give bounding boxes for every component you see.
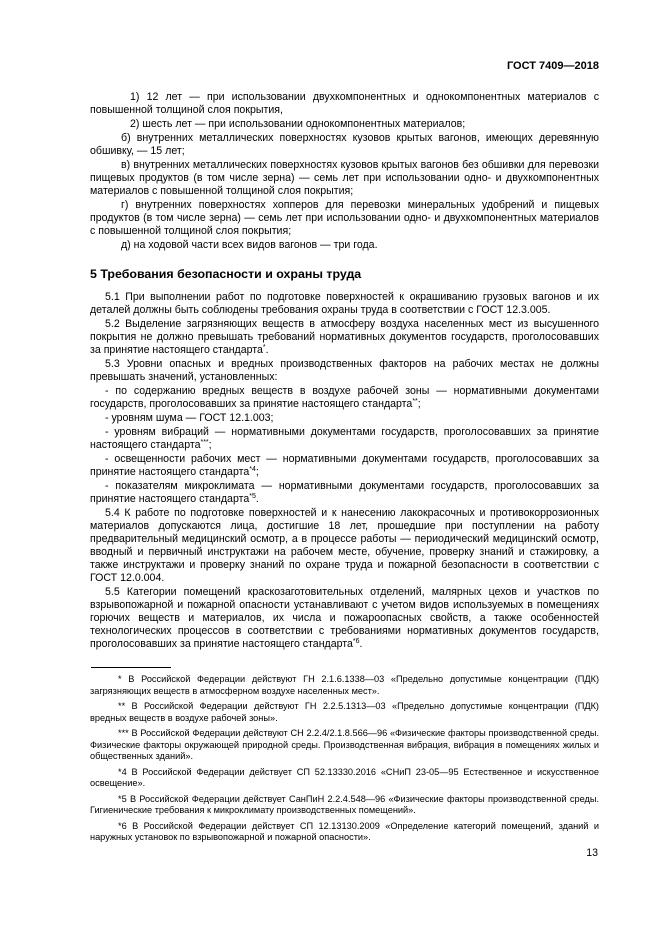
bullet-end: . [255, 493, 259, 505]
footnote-mark: *5 [118, 793, 127, 804]
footnote [90, 728, 599, 763]
section-heading: 5 Требования безопасности и охраны труда [90, 267, 362, 281]
page-number: 13 [586, 847, 598, 859]
bullet-end: ; [255, 466, 259, 478]
paragraph-5-3: 5.3 Уровни опасных и вредных производственных факторов на рабочих местах не должны превышать значений, установленных: [90, 358, 599, 383]
bullet-text: - показателям микроклимата — нормативными документами государств, проголосовавших за принятие настоящего стандарта [90, 480, 599, 505]
list-item-1: 1) 12 лет — при использовании двухкомпонентных и однокомпонентных материалов с повышенной толщиной слоя покрытия, [90, 91, 599, 116]
list-item-g: г) внутренних поверхностях хопперов для перевозки минеральных удобрений и пищевых продуктов (в том числе зерна) — семь лет при использовании одно- и двухкомпонентных материалов с повышенной толщиной слоя покрытия; [90, 199, 599, 237]
bullet-item [90, 453, 599, 479]
list-item-v: в) внутренних металлических поверхностях кузовов крытых вагонов без обшивки для перевозки пищевых продуктов (в том числе зерна) — семь лет при использовании одно- и двухкомпонентных материалов с повышенной толщиной слоя покрытия; [90, 159, 599, 197]
bullet-text: - уровням вибраций — нормативными документами государств, проголосовавших за принятие настоящего стандарта [90, 426, 599, 451]
footnote-mark: *** [200, 439, 209, 446]
footnote-mark: *5 [249, 493, 256, 500]
footnote-text: В Российской Федерации действуют ГН 2.2.5.1313—03 «Предельно допустимые концентрации (ПДК) вредных веществ в воздухе рабочей зоны». [90, 701, 599, 723]
footnote [90, 767, 599, 790]
footnote-mark: ** [412, 398, 418, 405]
bullet-item [90, 426, 599, 452]
footnote-text: В Российской Федерации действует СП 52.13330.2016 «СНиП 23-05—95 Естественное и искусственное освещение». [90, 766, 599, 788]
footnote-text: В Российской Федерации действуют ГН 2.1.6.1338—03 «Предельно допустимые концентрации (ПДК) загрязняющих веществ в атмосферном воздухе населенных мест». [90, 674, 599, 696]
paragraph-end: . [359, 638, 363, 650]
footnote-mark: *6 [352, 638, 360, 645]
footnote [90, 794, 599, 817]
footnote [90, 701, 599, 724]
footnote [90, 674, 599, 697]
footnote-mark: *6 [118, 820, 127, 831]
bullet-text: - уровням шума — ГОСТ 12.1.003; [105, 412, 274, 424]
footnote-text: В Российской Федерации действует СанПиН 2.2.4.548—96 «Физические факторы производственной среды. Гигиенические требования к микроклимату производственных помещений». [90, 793, 599, 815]
list-item-d: д) на ходовой части всех видов вагонов — три года. [121, 239, 378, 251]
footnote-mark: * [262, 344, 266, 351]
paragraph-5-1: 5.1 При выполнении работ по подготовке поверхностей к окрашиванию грузовых вагонов и их деталей должны быть соблюдены требования охраны труда в соответствии с ГОСТ 12.3.005. [90, 291, 599, 316]
document-body [90, 91, 599, 848]
paragraph-5-4: 5.4 К работе по подготовке поверхностей и к нанесению лакокрасочных и противокоррозионных материалов допускаются лица, достигшие 18 лет, прошедшие при поступлении на работу предварительный медицинский осмотр, а в процессе работы — периодический медицинский осмотр, вводный и первичный инструктажи на рабочем месте, обучение, проверку знаний и стажировку, а также инструктажи и проверку знаний по охране труда и пожарной безопасности в соответствии с ГОСТ 12.0.004. [90, 507, 599, 584]
bullet-item [90, 385, 599, 411]
footnote-mark: ** [118, 701, 126, 711]
list-item-2: 2) шесть лет — при использовании однокомпонентных материалов; [130, 118, 466, 130]
bullet-item [90, 412, 599, 425]
footnote-mark: *4 [249, 466, 256, 473]
bullet-text: - по содержанию вредных веществ в воздухе рабочей зоны — нормативными документами государств, проголосовавших за принятие настоящего стандарта [90, 385, 599, 410]
footnote-text: В Российской Федерации действует СП 12.13130.2009 «Определение категорий помещений, зданий и наружных установок по взрывопожарной и пожарной опасности». [90, 820, 599, 842]
footnote-text: В Российской Федерации действуют СН 2.2.4/2.1.8.566—96 «Физические факторы производственной среды. Физические факторы окружающей природной среды. Производственная вибрация, вибрация в помещениях жилых и общественных зданий». [90, 728, 599, 761]
footnote-mark: * [118, 674, 122, 684]
paragraph-text: 5.2 Выделение загрязняющих веществ в атмосферу воздуха населенных мест из высушенного покрытия не должно превышать требований нормативных документов государств, проголосовавших за принятие настоящего стандарта [90, 318, 599, 356]
footnote-divider [91, 667, 171, 668]
footnote [90, 821, 599, 844]
list-item-b: б) внутренних металлических поверхностях кузовов крытых вагонов, имеющих деревянную обшивку, — 15 лет; [90, 132, 599, 157]
bullet-text: - освещенности рабочих мест — нормативными документами государств, проголосовавших за принятие настоящего стандарта [90, 453, 599, 478]
paragraph-5-2 [90, 318, 599, 357]
footnote-mark: *4 [118, 766, 127, 777]
footnote-mark: *** [118, 728, 129, 738]
bullet-end: ; [417, 398, 421, 410]
bullet-end: ; [208, 439, 212, 451]
bullet-item [90, 480, 599, 506]
document-header-code: ГОСТ 7409—2018 [506, 60, 599, 72]
paragraph-end: . [265, 344, 269, 356]
paragraph-5-5 [90, 586, 599, 651]
paragraph-text: 5.5 Категории помещений краскозаготовительных отделений, малярных цехов и участков по взрывопожарной и пожарной опасности устанавливают с учетом видов используемых в помещениях горючих веществ и материалов, их числа и пожароопасных свойств, а также особенностей технологических процессов в соответствии с требованиями нормативных документов государств, проголосовавших за принятие настоящего стандарта [90, 586, 599, 650]
